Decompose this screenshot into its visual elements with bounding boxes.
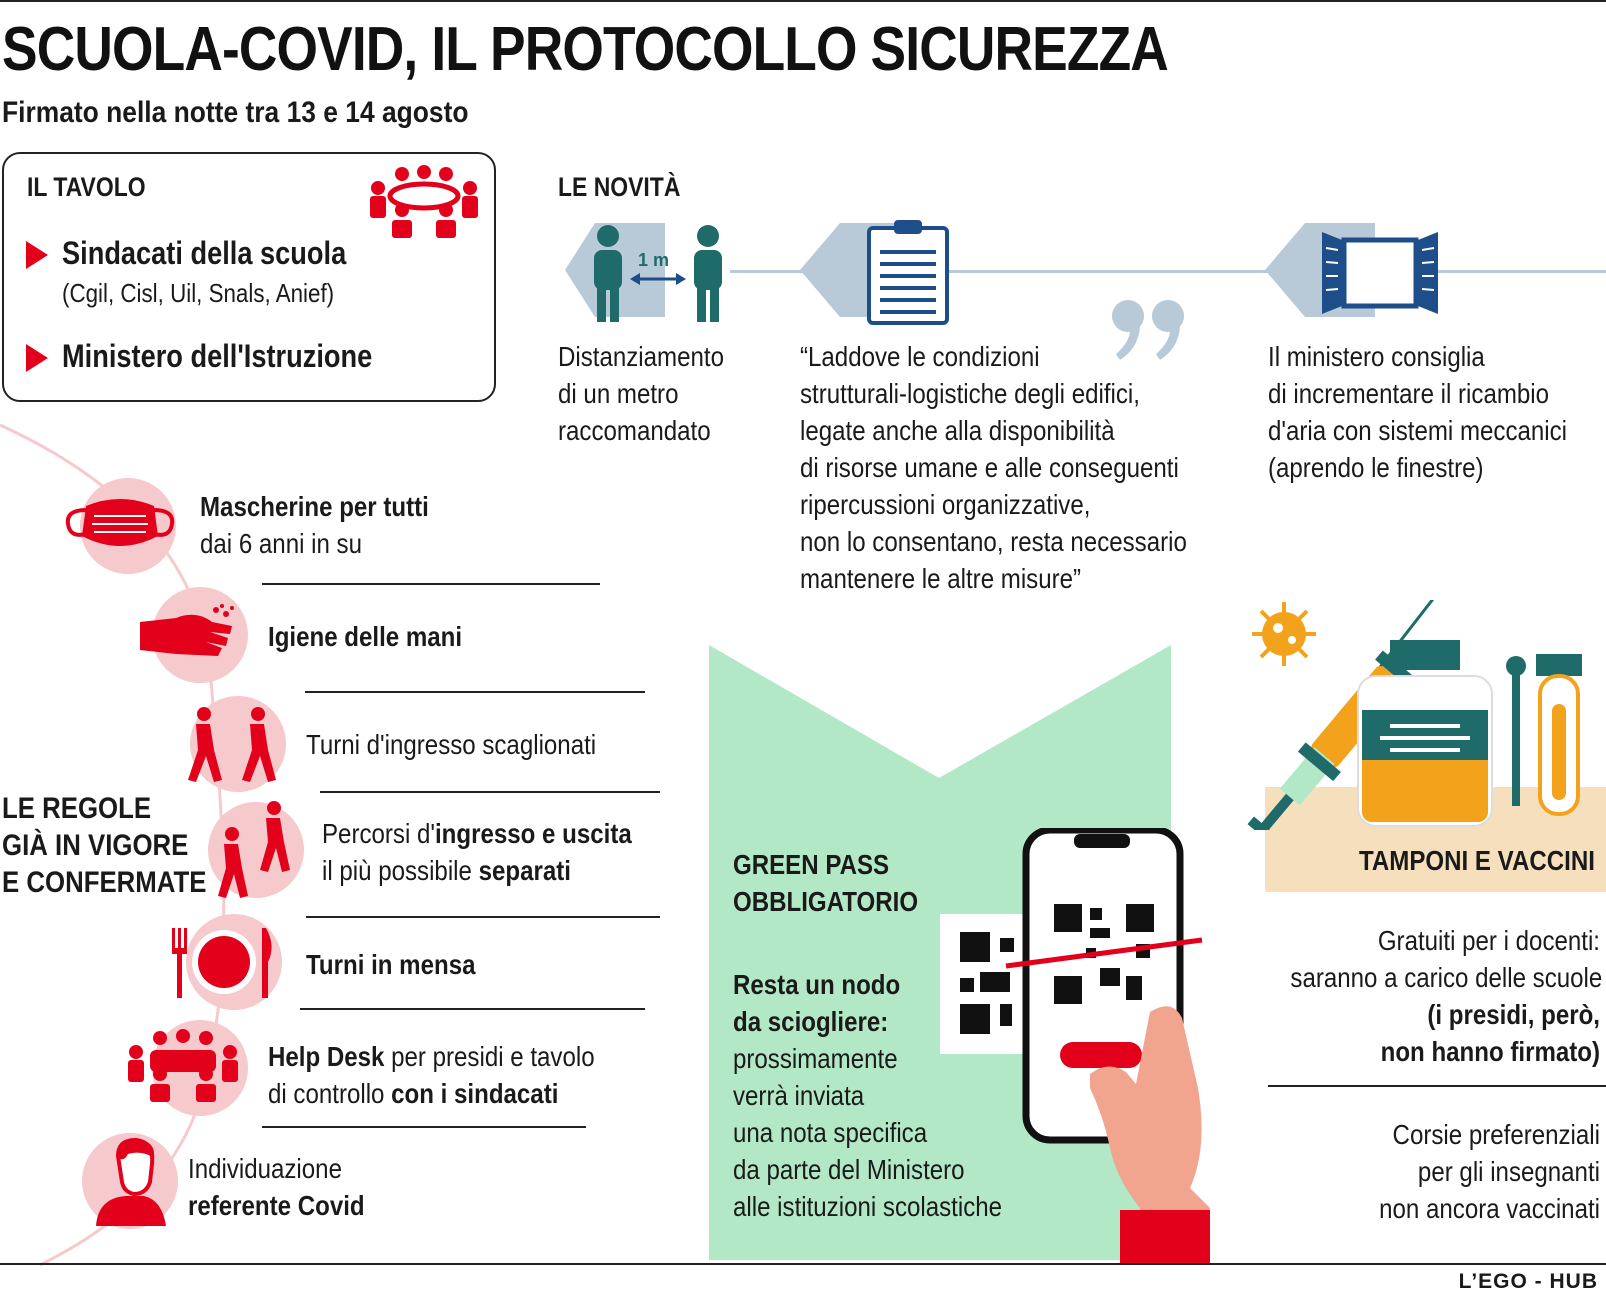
- vaccine-test-icon: [1240, 600, 1606, 830]
- text-line: alle istituzioni scolastiche: [733, 1191, 1003, 1222]
- distance-label: 1 m: [638, 250, 670, 270]
- tamponi-p2: [1240, 1116, 1600, 1227]
- divider: [300, 1008, 645, 1010]
- text-line: (i presidi, però,: [1427, 999, 1600, 1030]
- novita-heading: LE NOVITÀ: [558, 172, 681, 202]
- novita-col1: [558, 338, 724, 449]
- text-line: Distanziamento: [558, 341, 724, 372]
- bottom-rule: [0, 1263, 1606, 1265]
- walking-people-icon: [182, 706, 282, 786]
- tavolo-item1-title: Sindacati della scuola: [62, 235, 347, 271]
- rule-bold: ingresso e uscita: [434, 818, 632, 849]
- text-line: da sciogliere:: [733, 1006, 889, 1037]
- text-line: E CONFERMATE: [2, 866, 207, 899]
- text-line: Gratuiti per i docenti:: [1377, 925, 1600, 956]
- text-line: ripercussioni organizzative,: [800, 489, 1091, 520]
- hand-wash-icon: [136, 604, 236, 664]
- divider: [262, 583, 600, 585]
- rule-item-5: [306, 946, 475, 983]
- text-line: di risorse umane e alle conseguenti: [800, 452, 1179, 483]
- bullet-arrow-icon: [26, 344, 48, 372]
- tavolo-item2-title: Ministero dell'Istruzione: [62, 338, 373, 374]
- text-line: raccomandato: [558, 415, 711, 446]
- text-line: saranno a carico delle scuole: [1290, 962, 1603, 993]
- divider: [262, 1126, 586, 1128]
- text-line: GREEN PASS: [733, 849, 890, 880]
- rule-item-6: [268, 1038, 595, 1112]
- page-title: SCUOLA-COVID, IL PROTOCOLLO SICUREZZA: [2, 15, 1168, 84]
- rule-text: Individuazione: [188, 1153, 342, 1184]
- rule-item-7: [188, 1150, 365, 1224]
- rule-text: per presidi e tavolo: [384, 1041, 595, 1072]
- plate-cutlery-icon: [168, 926, 278, 1000]
- text-line: di incrementare il ricambio: [1268, 378, 1550, 409]
- text-line: di un metro: [558, 378, 679, 409]
- rule-bold: Help Desk: [268, 1041, 385, 1072]
- help-desk-icon: [126, 1028, 240, 1108]
- face-mask-icon: [64, 492, 176, 556]
- text-line: non hanno firmato): [1380, 1036, 1600, 1067]
- rule-bold: Turni in mensa: [306, 949, 476, 980]
- text-line: per gli insegnanti: [1417, 1156, 1600, 1187]
- rule-bold: Mascherine per tutti: [200, 491, 429, 522]
- rule-bold: referente Covid: [188, 1190, 365, 1221]
- divider: [1268, 1085, 1606, 1087]
- tavolo-heading: IL TAVOLO: [27, 172, 146, 202]
- divider: [305, 691, 645, 693]
- open-window-icon: [1320, 228, 1440, 318]
- text-line: (aprendo le finestre): [1268, 452, 1484, 483]
- regole-heading: [2, 790, 206, 901]
- separate-paths-icon: [216, 800, 296, 900]
- rule-bold: separati: [478, 855, 571, 886]
- text-line: strutturali-logistiche degli edifici,: [800, 378, 1140, 409]
- rule-item-2: [268, 618, 462, 655]
- phone-qr-scan-icon: [940, 828, 1210, 1263]
- text-line: Il ministero consiglia: [1268, 341, 1485, 372]
- meeting-table-icon: [368, 164, 480, 244]
- tavolo-item1-sub: (Cgil, Cisl, Uil, Snals, Anief): [62, 278, 335, 308]
- text-line: d'aria con sistemi meccanici: [1268, 415, 1568, 446]
- rule-bold: Igiene delle mani: [268, 621, 463, 652]
- text-line: da parte del Ministero: [733, 1154, 965, 1185]
- tamponi-p1: [1240, 922, 1603, 1070]
- text-line: verrà inviata: [733, 1080, 865, 1111]
- greenpass-heading: [733, 846, 918, 920]
- brand-credit: L’EGO - HUB: [1458, 1270, 1598, 1293]
- rule-item-3: Turni d'ingresso scaglionati: [306, 729, 597, 760]
- clipboard-icon: [866, 218, 950, 326]
- rule-text: il più possibile: [322, 855, 479, 886]
- text-line: Resta un nodo: [733, 969, 901, 1000]
- text-line: non lo consentano, resta necessario: [800, 526, 1187, 557]
- text-line: LE REGOLE: [2, 792, 152, 825]
- bullet-arrow-icon: [26, 241, 48, 269]
- rule-text: dai 6 anni in su: [200, 528, 362, 559]
- rule-text: di controllo: [268, 1078, 392, 1109]
- text-line: Corsie preferenziali: [1392, 1119, 1600, 1150]
- text-line: mantenere le altre misure”: [800, 563, 1082, 594]
- rule-text: Percorsi d': [322, 818, 435, 849]
- top-rule: [0, 0, 1606, 2]
- novita-quote: [800, 338, 1187, 597]
- divider: [320, 791, 660, 793]
- rule-item-4: [322, 815, 632, 889]
- distancing-people-icon: [588, 222, 738, 332]
- text-line: una nota specifica: [733, 1117, 928, 1148]
- person-profile-icon: [88, 1138, 172, 1228]
- tamponi-heading: TAMPONI E VACCINI: [1359, 845, 1595, 876]
- text-line: prossimamente: [733, 1043, 898, 1074]
- divider: [306, 916, 660, 918]
- text-line: “Laddove le condizioni: [800, 341, 1040, 372]
- text-line: legate anche alla disponibilità: [800, 415, 1115, 446]
- novita-col3: [1268, 338, 1567, 486]
- page-subtitle: Firmato nella notte tra 13 e 14 agosto: [2, 96, 469, 129]
- rule-bold: con i sindacati: [391, 1078, 559, 1109]
- text-line: OBBLIGATORIO: [733, 886, 919, 917]
- text-line: GIÀ IN VIGORE: [2, 829, 189, 862]
- rule-item-1: [200, 488, 429, 562]
- text-line: non ancora vaccinati: [1379, 1193, 1600, 1224]
